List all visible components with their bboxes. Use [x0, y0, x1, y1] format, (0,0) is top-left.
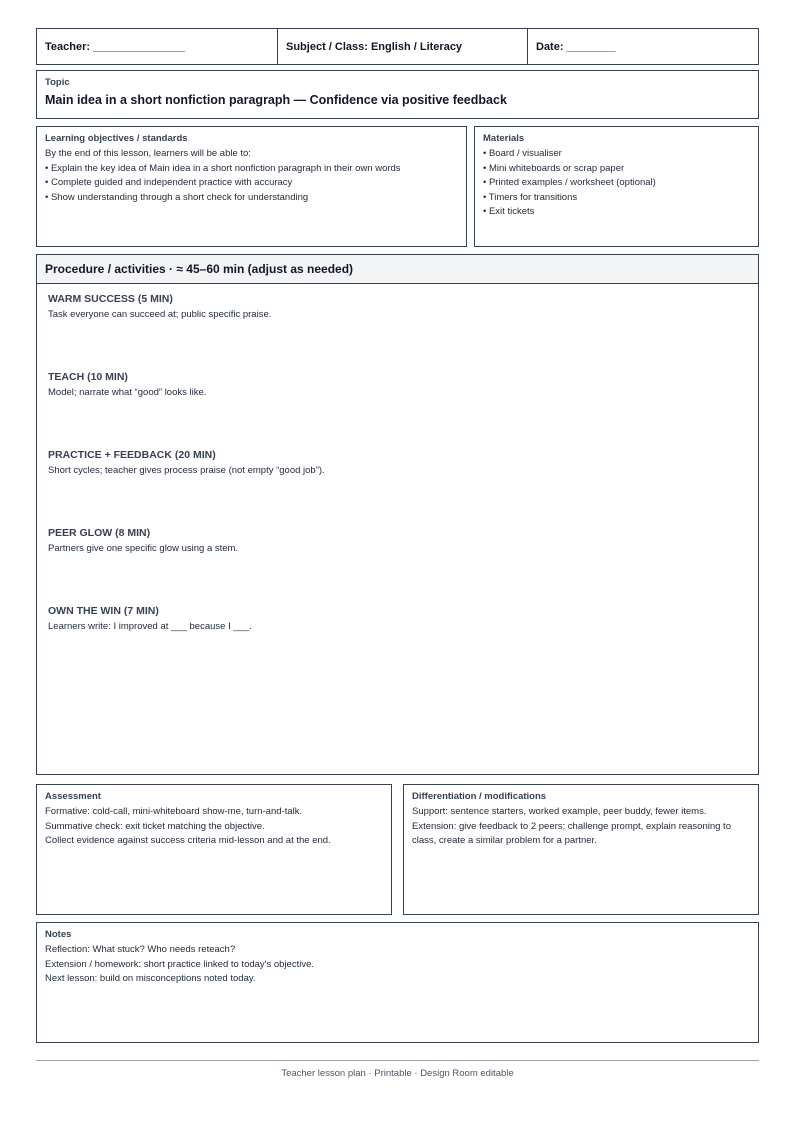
- differentiation-line: Support: sentence starters, worked example, peer buddy, fewer items.: [412, 806, 707, 817]
- notes-section: [36, 922, 759, 1043]
- date-field: Date: ________: [527, 29, 758, 64]
- procedure-step: [48, 449, 325, 476]
- assessment-line: Formative: cold-call, mini-whiteboard show-me, turn-and-talk.: [45, 806, 303, 817]
- materials-item: • Timers for transitions: [483, 191, 578, 203]
- step-description: Task everyone can succeed at; public specific praise.: [48, 309, 272, 320]
- notes-line: Extension / homework: short practice linked to today's objective.: [45, 958, 315, 970]
- teacher-field: Teacher: _______________: [45, 40, 185, 53]
- step-description: Model; narrate what “good” looks like.: [48, 387, 207, 398]
- procedure-step: [48, 527, 238, 554]
- materials-item: • Exit tickets: [483, 206, 535, 217]
- procedure-step: [48, 293, 271, 320]
- assessment-line: Collect evidence against success criteria mid-lesson and at the end.: [45, 835, 331, 846]
- procedure-section: [36, 254, 759, 775]
- header-row: [36, 28, 759, 65]
- notes-line: Reflection: What stuck? Who needs reteach?: [45, 944, 236, 955]
- assessment-line: Summative check: exit ticket matching the objective.: [45, 820, 265, 832]
- topic-label: Topic: [45, 77, 70, 88]
- step-title: WARM SUCCESS (5 MIN): [48, 293, 173, 305]
- objectives-label: Learning objectives / standards: [45, 133, 188, 144]
- step-description: Short cycles; teacher gives process praise (not empty “good job”).: [48, 465, 325, 476]
- step-title: TEACH (10 MIN): [48, 371, 128, 383]
- subject-class-field: Subject / Class: English / Literacy: [277, 29, 527, 64]
- assessment-section: [36, 784, 392, 915]
- objectives-section: [36, 126, 467, 247]
- procedure-step: [48, 371, 206, 398]
- objectives-line: • Show understanding through a short check for understanding: [45, 191, 309, 203]
- materials-label: Materials: [483, 133, 525, 144]
- differentiation-line: Extension: give feedback to 2 peers; challenge prompt, explain reasoning to class, create a similar problem for a partner.: [412, 820, 731, 846]
- materials-item: • Board / visualiser: [483, 148, 562, 159]
- notes-label: Notes: [45, 929, 72, 940]
- footer-text: Teacher lesson plan · Printable · Design Room editable: [281, 1068, 514, 1079]
- objectives-line: • Explain the key idea of Main idea in a short nonfiction paragraph in their own words: [45, 162, 401, 174]
- objectives-line: By the end of this lesson, learners will be able to:: [45, 148, 251, 159]
- step-description: Partners give one specific glow using a stem.: [48, 543, 239, 554]
- objectives-line: • Complete guided and independent practice with accuracy: [45, 177, 293, 188]
- procedure-step: [48, 605, 252, 632]
- step-description: Learners write: I improved at ___ because I ___.: [48, 621, 252, 632]
- differentiation-section: [403, 784, 759, 915]
- step-title: PEER GLOW (8 MIN): [48, 527, 151, 539]
- topic-title: Main idea in a short nonfiction paragraph — Confidence via positive feedback: [45, 93, 507, 107]
- step-title: OWN THE WIN (7 MIN): [48, 605, 159, 617]
- materials-item: • Printed examples / worksheet (optional): [483, 177, 656, 188]
- assessment-label: Assessment: [45, 791, 101, 802]
- footer-divider: [36, 1060, 759, 1061]
- differentiation-label: Differentiation / modifications: [412, 791, 547, 802]
- materials-item: • Mini whiteboards or scrap paper: [483, 162, 625, 174]
- step-title: PRACTICE + FEEDBACK (20 MIN): [48, 449, 216, 461]
- materials-section: [474, 126, 759, 247]
- topic-section: [36, 70, 759, 119]
- notes-line: Next lesson: build on misconceptions noted today.: [45, 973, 256, 984]
- procedure-heading: Procedure / activities · ≈ 45–60 min (adjust as needed): [37, 255, 758, 284]
